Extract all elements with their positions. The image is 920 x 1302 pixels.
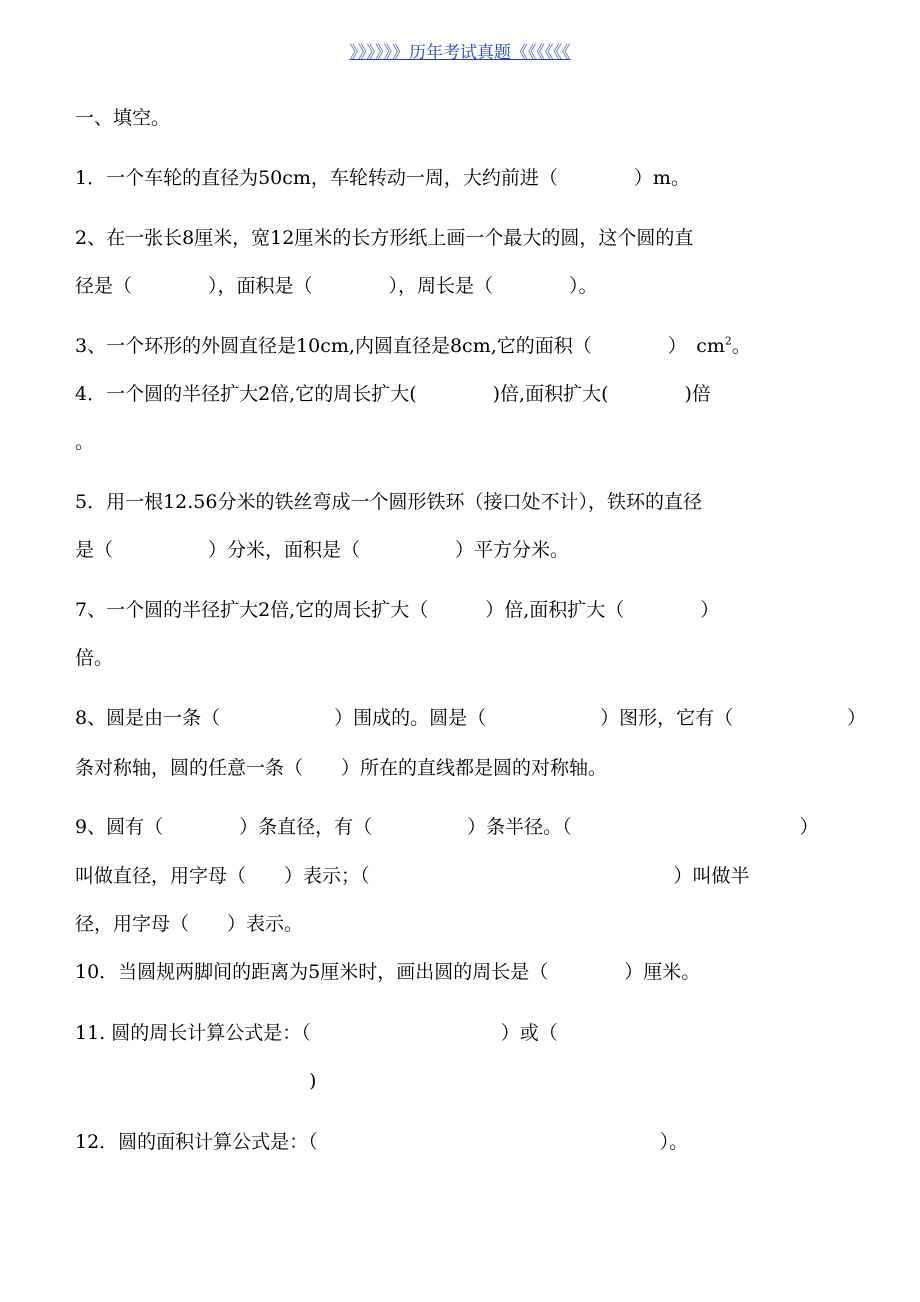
question-9-line-3: 径，用字母（ ）表示。 (75, 913, 304, 935)
question-12: 12．圆的面积计算公式是：（ ）。 (75, 1131, 689, 1153)
question-7-line-1: 7、一个圆的半径扩大2倍,它的周长扩大（ ）倍,面积扩大（ ） (75, 599, 720, 621)
question-10: 10．当圆规两脚间的距离为5厘米时，画出圆的周长是（ ）厘米。 (75, 961, 701, 983)
question-5-line-1: 5．用一根12.56分米的铁丝弯成一个圆形铁环（接口处不计），铁环的直径 (75, 491, 702, 513)
question-8-line-2: 条对称轴，圆的任意一条（ ）所在的直线都是圆的对称轴。 (75, 757, 608, 779)
question-7-line-2: 倍。 (75, 647, 114, 669)
question-5-line-2: 是（ ）分米，面积是（ ）平方分米。 (75, 539, 570, 561)
header-link[interactable]: 》》》》》》历年考试真题《《《《《《 (349, 43, 571, 63)
question-4-line-2: 。 (75, 431, 95, 453)
question-9-line-2: 叫做直径，用字母（ ）表示；（ ）叫做半 (75, 865, 750, 887)
section-title: 一、填空。 (75, 107, 171, 129)
question-4-line-1: 4．一个圆的半径扩大2倍,它的周长扩大( )倍,面积扩大( )倍 (75, 383, 711, 405)
question-2-line-1: 2、在一张长8厘米，宽12厘米的长方形纸上画一个最大的圆，这个圆的直 (75, 227, 694, 249)
question-3-superscript: 2 (724, 334, 732, 348)
question-11-line-1: 11. 圆的周长计算公式是：（ ）或（ (75, 1022, 558, 1044)
question-3-end: 。 (731, 335, 751, 357)
question-8-line-1: 8、圆是由一条（ ）围成的。圆是（ ）图形，它有（ ） (75, 707, 867, 729)
question-11-line-2: ) (75, 1070, 317, 1092)
question-3 (75, 334, 751, 358)
question-9-line-1: 9、圆有（ ）条直径，有（ ）条半径。（ ） (75, 816, 819, 838)
question-1: 1．一个车轮的直径为50cm，车轮转动一周，大约前进（ ）m。 (75, 167, 690, 189)
question-3-text: 3、一个环形的外圆直径是10cm,内圆直径是8cm,它的面积（ ） cm (75, 335, 725, 357)
question-2-line-2: 径是（ ），面积是（ ），周长是（ ）。 (75, 275, 598, 297)
